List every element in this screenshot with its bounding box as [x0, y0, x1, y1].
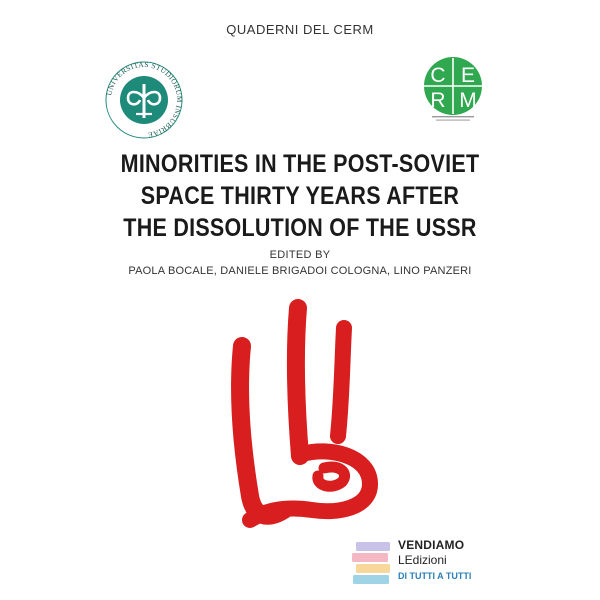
svg-text:C: C: [430, 64, 446, 87]
stamp-line-1: VENDIAMO: [398, 538, 465, 552]
university-seal-icon: [104, 60, 184, 140]
edited-by-label: EDITED BY: [269, 249, 331, 261]
book-stack-icon: [350, 538, 394, 586]
red-calligraphy-icon: [220, 296, 390, 536]
svg-text:UNIVERSITAS STUDIORUM INSUBRIA: UNIVERSITAS STUDIORUM INSUBRIAE: [104, 60, 184, 140]
series-name: QUADERNI DEL CERM: [226, 22, 374, 37]
svg-text:E: E: [460, 64, 476, 87]
book-title: [42, 148, 558, 244]
title-line-1: MINORITIES IN THE POST-SOVIET: [120, 150, 480, 178]
title-line-2: SPACE THIRTY YEARS AFTER: [140, 182, 460, 210]
svg-text:R: R: [430, 89, 446, 112]
stamp-line-2: LEdizioni: [398, 553, 447, 567]
editors-list: PAOLA BOCALE, DANIELE BRIGADOI COLOGNA, LINO PANZERI: [128, 265, 472, 277]
title-line-3: THE DISSOLUTION OF THE USSR: [123, 214, 477, 242]
stamp-line-3: DI TUTTI A TUTTI: [398, 571, 472, 581]
publisher-stamp: [350, 536, 510, 592]
svg-text:M: M: [459, 89, 477, 112]
cerm-logo-icon: [420, 56, 486, 124]
